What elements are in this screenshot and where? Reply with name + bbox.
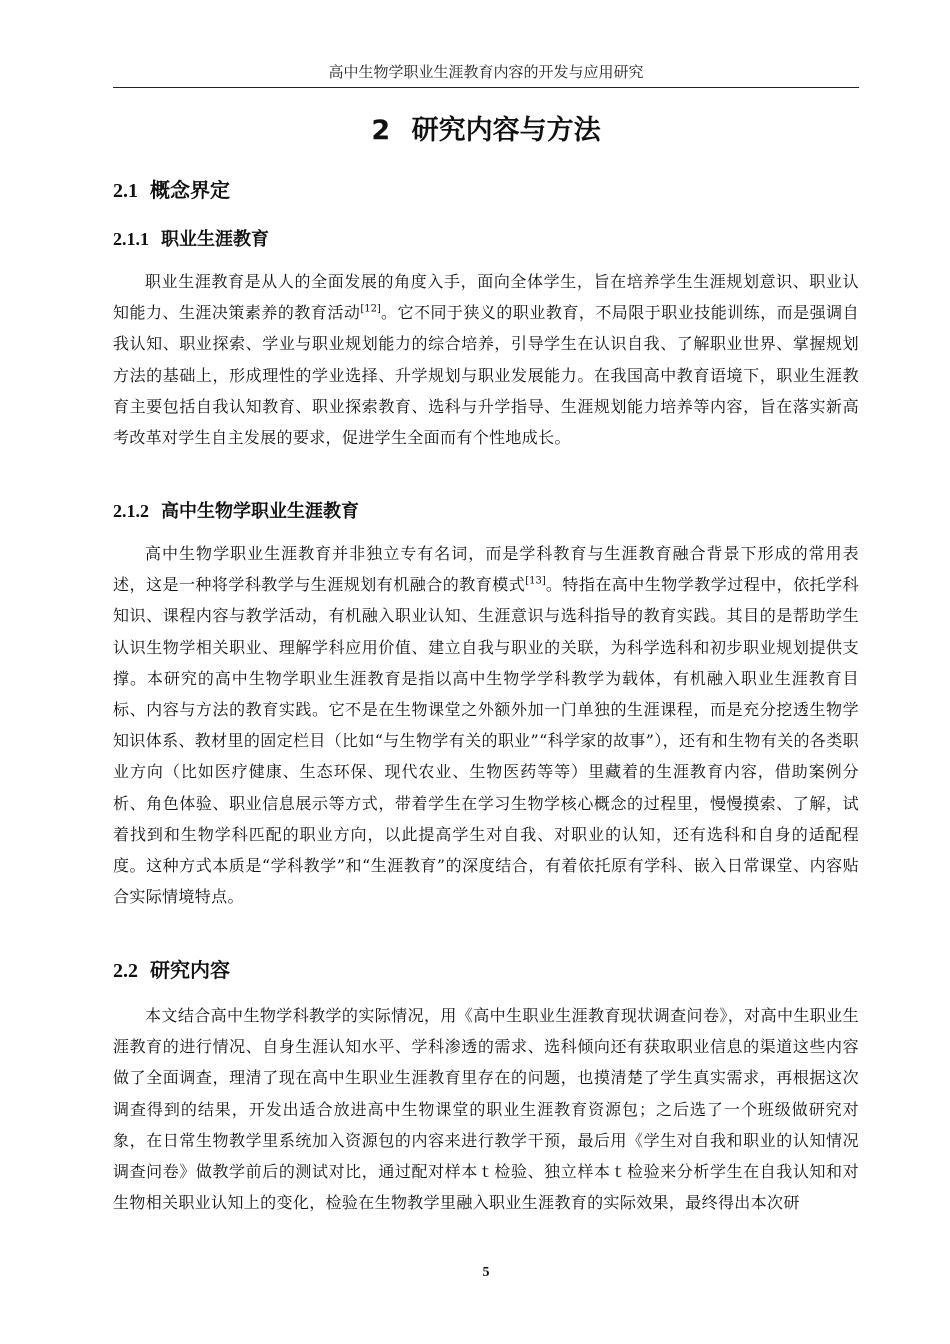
chapter-heading: 研究内容与方法 bbox=[411, 115, 601, 146]
section-number: 2.2 bbox=[113, 960, 138, 982]
running-header: 高中生物学职业生涯教育内容的开发与应用研究 bbox=[328, 63, 644, 81]
section-title: 研究内容 bbox=[150, 958, 230, 982]
section-title: 概念界定 bbox=[150, 178, 230, 202]
paragraph-text: 职业生涯教育是从人的全面发展的角度入手，面向全体学生，旨在培养学生生涯规划意识、职业认知能力、生涯决策素养的教育活动 bbox=[113, 272, 859, 323]
subsection-title: 高中生物学职业生涯教育 bbox=[161, 501, 359, 522]
paragraph-2-2: 本文结合高中生物学科教学的实际情况，用《高中生职业生涯教育现状调查问卷》，对高中生职业生涯教育的进行情况、自身生涯认知水平、学科渗透的需求、选科倾向还有获取职业信息的渠道这些内容做了全面调查，理清了现在高中生职业生涯教育里存在的问题，也摸清楚了学生真实需求，再根据这次调查得到的结果，开发出适合放进高中生物课堂的职业生涯教育资源包；之后选了一个班级做研究对象，在日常生物教学里系统加入资源包的内容来进行教学干预，最后用《学生对自我和职业的认知情况调查问卷》做教学前后的测试对比，通过配对样本ｔ检验、独立样本ｔ检验来分析学生在自我认知和对生物相关职业认知上的变化，检验在生物教学里融入职业生涯教育的实际效果，最终得出本次研 bbox=[113, 1006, 859, 1213]
paragraph-text: 高中生物学职业生涯教育并非独立专有名词，而是学科教育与生涯教育融合背景下形成的常用表述，这是一种将学科教学与生涯规划有机融合的教育模式 bbox=[113, 544, 859, 595]
subsection-heading-2-1-2 bbox=[113, 498, 359, 525]
paragraph-2-1-2 bbox=[113, 538, 859, 912]
citation-ref: [12] bbox=[360, 303, 381, 315]
section-heading-2-1 bbox=[113, 176, 230, 205]
header-rule bbox=[113, 87, 859, 88]
chapter-title bbox=[113, 112, 859, 150]
section-heading-2-2 bbox=[113, 956, 230, 985]
subsection-number: 2.1.1 bbox=[113, 229, 149, 249]
page-number: 5 bbox=[482, 1265, 490, 1280]
paragraph-text: 。特指在高中生物学教学过程中，依托学科知识、课程内容与教学活动，有机融入职业认知、生涯意识与选科指导的教育实践。其目的是帮助学生认识生物学相关职业、理解学科应用价值、建立自我与职业的关联，为科学选科和初步职业规划提供支撑。本研究的高中生物学职业生涯教育是指以高中生物学学科教学为载体，有机融入职业生涯教育目标、内容与方法的教育实践。它不是在生物课堂之外额外加一门单独的生涯课程，而是充分挖透生物学知识体系、教材里的固定栏目（比如“与生物学有关的职业”“科学家的故事”），还有和生物有关的各类职业方向（比如医疗健康、生态环保、现代农业、生物医药等等）里藏着的生涯教育内容，借助案例分析、角色体验、职业信息展示等方式，带着学生在学习生物学核心概念的过程里，慢慢摸索、了解，试着找到和生物学科匹配的职业方向，以此提高学生对自我、对职业的认知，还有选科和自身的适配程度。这种方式本质是“学科教学”和“生涯教育”的深度结合，有着依托原有学科、嵌入日常课堂、内容贴合实际情境特点。 bbox=[113, 575, 859, 907]
section-number: 2.1 bbox=[113, 180, 138, 202]
paragraph-2-1-1 bbox=[113, 266, 859, 453]
citation-ref: [13] bbox=[525, 575, 546, 587]
subsection-title: 职业生涯教育 bbox=[161, 229, 269, 250]
subsection-heading-2-1-1 bbox=[113, 226, 269, 253]
subsection-number: 2.1.2 bbox=[113, 501, 149, 521]
chapter-number: 2 bbox=[371, 115, 391, 146]
paragraph-text: 。它不同于狭义的职业教育，不局限于职业技能训练，而是强调自我认知、职业探索、学业与职业规划能力的综合培养，引导学生在认识自我、了解职业世界、掌握规划方法的基础上，形成理性的学业选择、升学规划与职业发展能力。在我国高中教育语境下，职业生涯教育主要包括自我认知教育、职业探索教育、选科与升学指导、生涯规划能力培养等内容，旨在落实新高考改革对学生自主发展的要求，促进学生全面而有个性地成长。 bbox=[113, 303, 859, 448]
